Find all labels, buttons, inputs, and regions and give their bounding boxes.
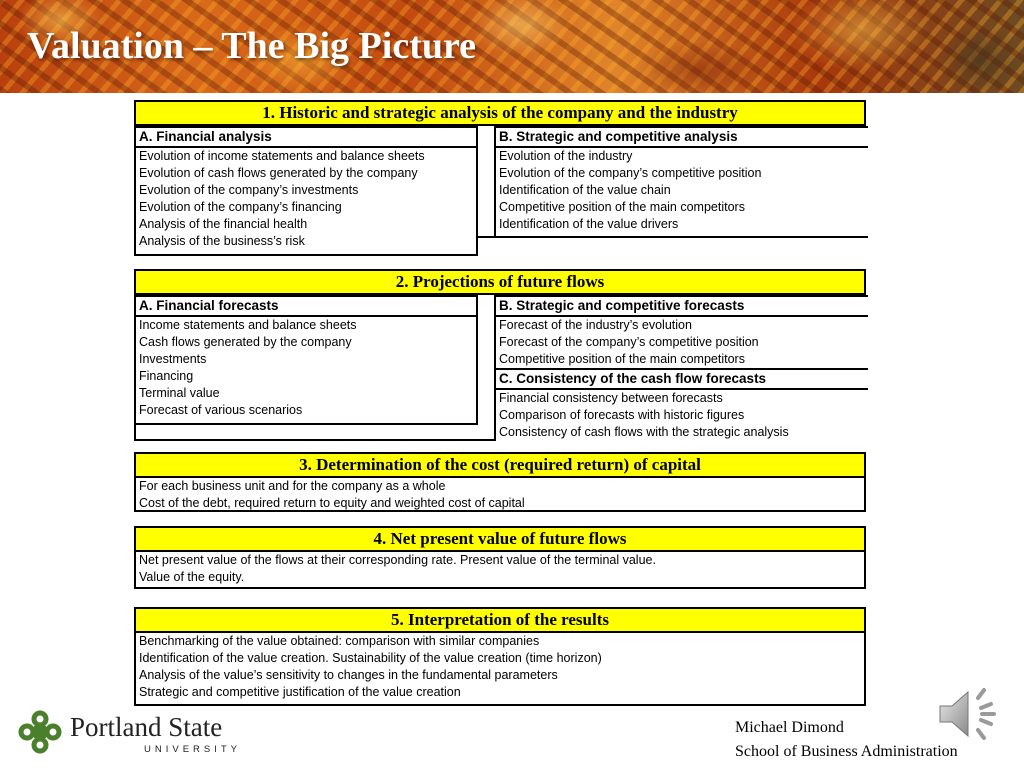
section-historic-analysis — [134, 100, 866, 248]
psu-logo-icon — [18, 710, 62, 754]
slide-title: Valuation – The Big Picture — [27, 25, 477, 67]
header-banner — [0, 0, 1024, 93]
section-projections — [134, 269, 866, 441]
list-item: Financing — [139, 369, 194, 383]
list-item: Cost of the debt, required return to equity and weighted cost of capital — [139, 496, 525, 510]
list-item: Net present value of the flows at their corresponding rate. Present value of the terminal value. — [139, 553, 656, 567]
list-item: Forecast of the industry’s evolution — [499, 318, 692, 332]
financial-analysis-box — [134, 126, 478, 256]
list-item: Evolution of the company’s competitive position — [499, 166, 762, 180]
box-title: A. Financial forecasts — [136, 297, 476, 317]
list-item: Competitive position of the main competitors — [499, 352, 745, 366]
strategic-analysis-box — [494, 126, 868, 238]
section-heading: 5. Interpretation of the results — [136, 609, 864, 633]
psu-logo — [18, 708, 258, 758]
list-item: Evolution of the company’s financing — [139, 200, 342, 214]
section-cost-of-capital — [134, 452, 866, 512]
list-item: Evolution of the company’s investments — [139, 183, 359, 197]
list-item: Identification of the value chain — [499, 183, 671, 197]
list-item: Financial consistency between forecasts — [499, 391, 723, 405]
list-item: Benchmarking of the value obtained: comparison with similar companies — [139, 634, 540, 648]
list-item: Identification of the value drivers — [499, 217, 679, 231]
list-item: Strategic and competitive justification of the value creation — [139, 685, 461, 699]
author-name: Michael Dimond — [735, 719, 844, 736]
financial-forecasts-box — [134, 295, 478, 425]
list-item: Competitive position of the main competitors — [499, 200, 745, 214]
list-item: Analysis of the value’s sensitivity to changes in the fundamental parameters — [139, 668, 558, 682]
box-title: B. Strategic and competitive forecasts — [496, 297, 868, 317]
strategic-forecasts-box — [494, 295, 868, 441]
box-title: B. Strategic and competitive analysis — [496, 128, 868, 148]
list-item: Investments — [139, 352, 207, 366]
list-item: Terminal value — [139, 386, 220, 400]
list-item: Income statements and balance sheets — [139, 318, 357, 332]
author-block — [735, 716, 958, 764]
list-item: Comparison of forecasts with historic figures — [499, 408, 745, 422]
section-heading: 1. Historic and strategic analysis of the company and the industry — [136, 102, 864, 126]
logo-subtitle: UNIVERSITY — [144, 744, 242, 755]
list-item: Value of the equity. — [139, 570, 245, 584]
section-heading: 3. Determination of the cost (required return) of capital — [136, 454, 864, 478]
list-item: Analysis of the financial health — [139, 217, 308, 231]
section-interpretation — [134, 607, 866, 706]
list-item: For each business unit and for the company as a whole — [139, 479, 446, 493]
section-net-present-value — [134, 526, 866, 589]
section-heading: 2. Projections of future flows — [136, 271, 864, 295]
list-item: Identification of the value creation. Sustainability of the value creation (time horizon) — [139, 651, 602, 665]
section-heading: 4. Net present value of future flows — [136, 528, 864, 552]
list-item: Evolution of income statements and balance sheets — [139, 149, 425, 163]
consistency-box-title: C. Consistency of the cash flow forecasts — [496, 368, 868, 390]
list-item: Evolution of the industry — [499, 149, 633, 163]
list-item: Analysis of the business’s risk — [139, 234, 305, 248]
list-item: Forecast of various scenarios — [139, 403, 303, 417]
list-item: Forecast of the company’s competitive position — [499, 335, 759, 349]
logo-name: Portland State — [70, 712, 223, 742]
speaker-icon[interactable] — [936, 684, 1002, 744]
list-item: Evolution of cash flows generated by the company — [139, 166, 418, 180]
box-title: A. Financial analysis — [136, 128, 476, 148]
author-school: School of Business Administration — [735, 743, 958, 760]
list-item: Cash flows generated by the company — [139, 335, 352, 349]
list-item: Consistency of cash flows with the strategic analysis — [499, 425, 789, 439]
